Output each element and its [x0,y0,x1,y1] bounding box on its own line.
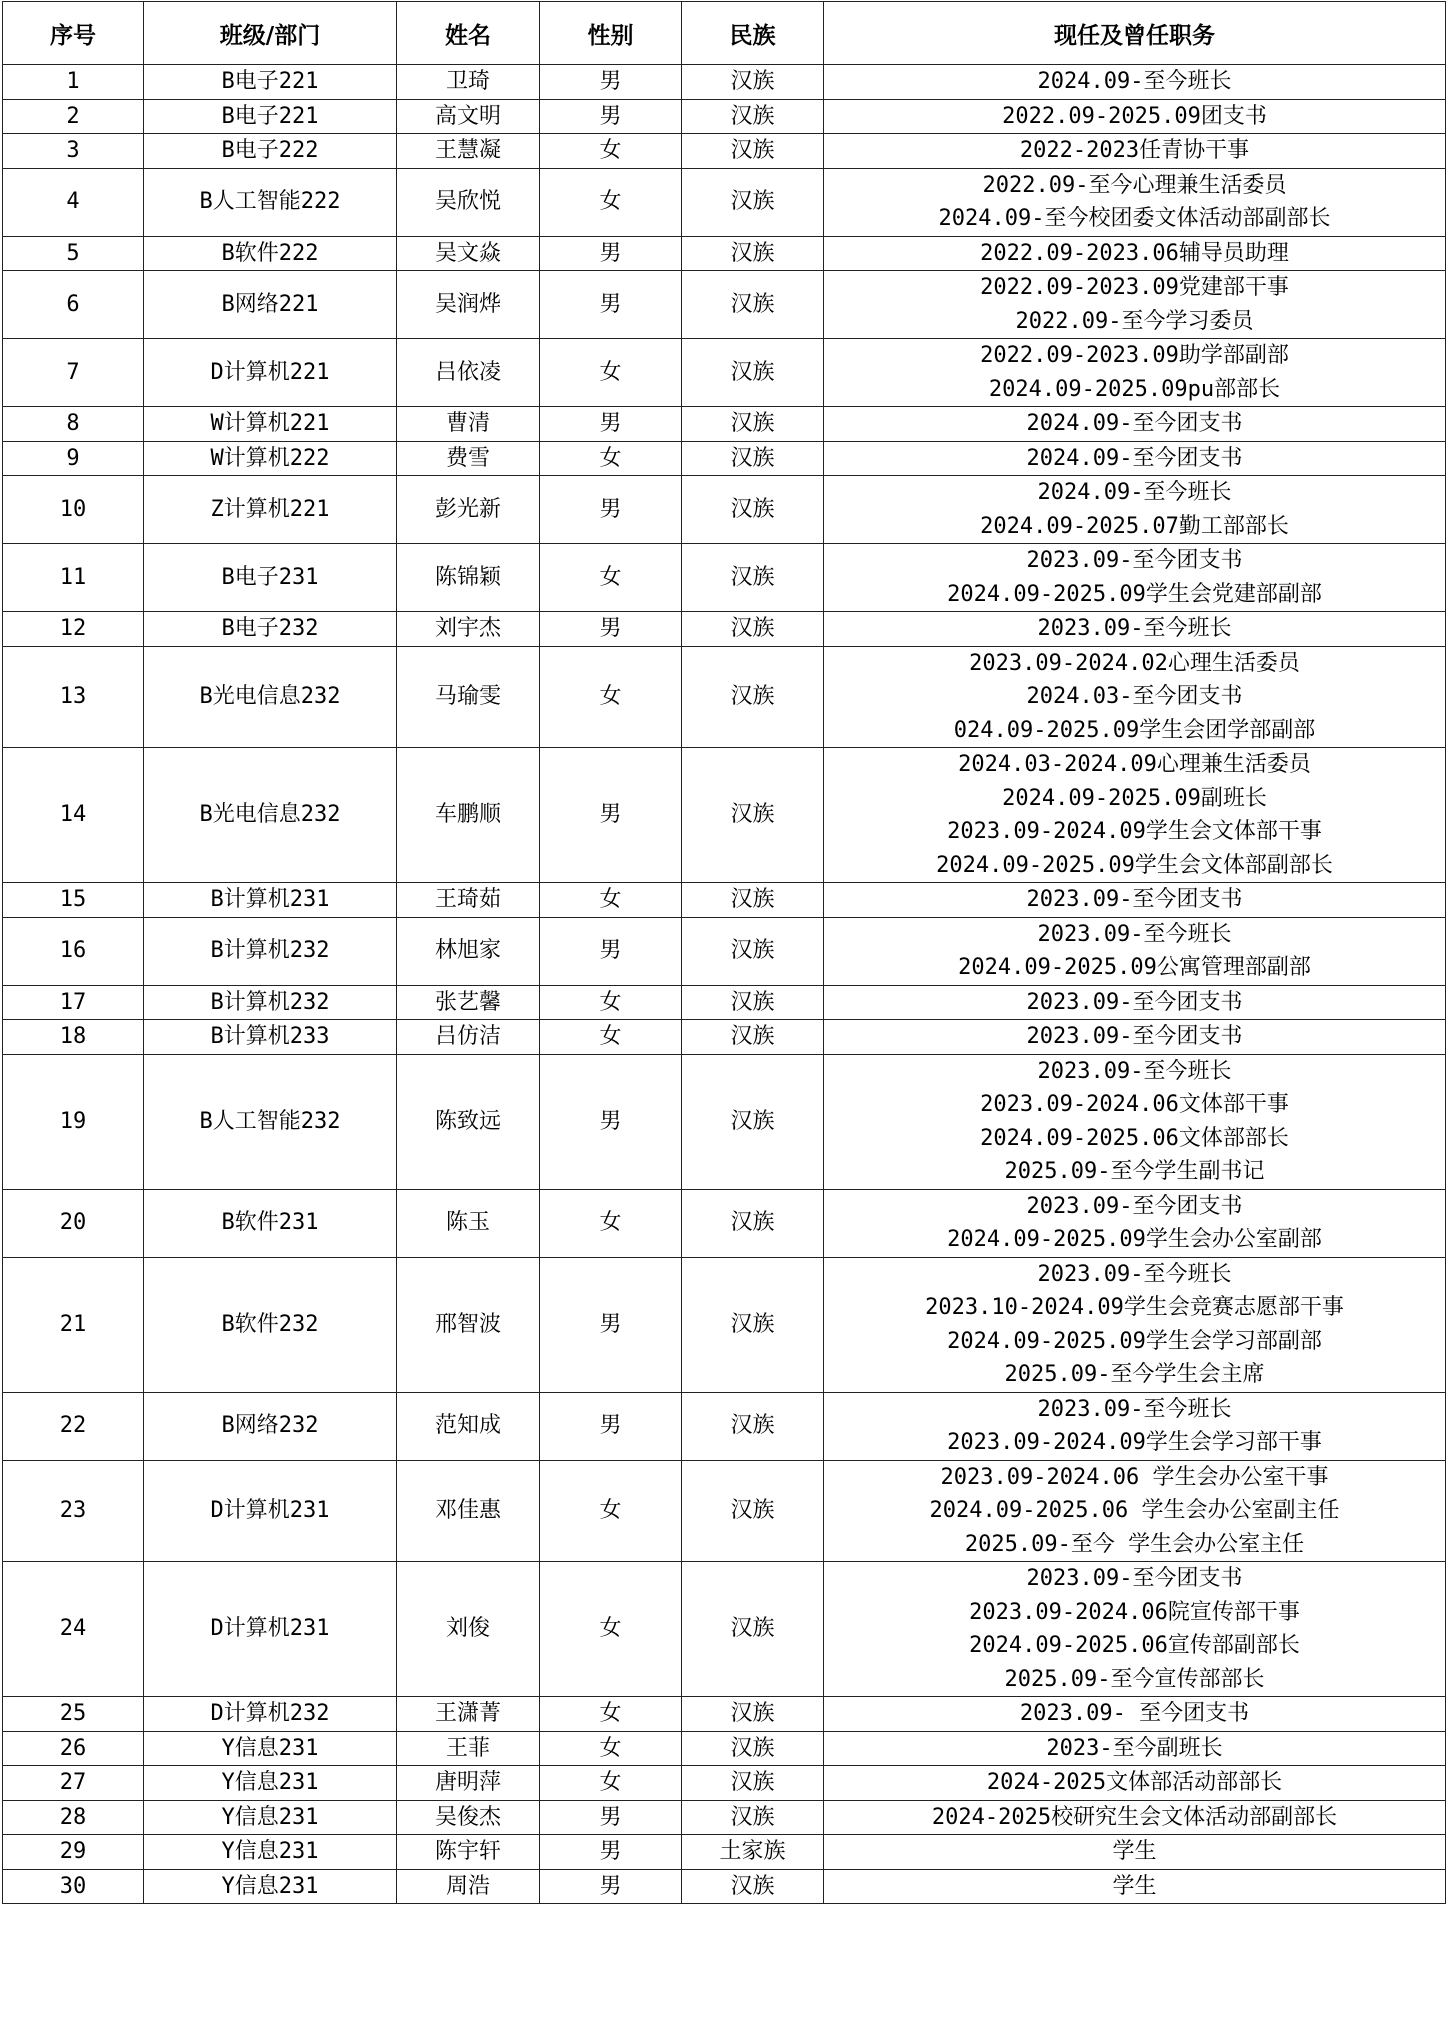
cell-number: 19 [3,1054,144,1189]
duty-line: 2024.09-2025.06文体部部长 [980,1125,1289,1151]
duty-line: 2023.09-至今团支书 [1026,548,1243,573]
roster-table [2,1,1446,1904]
table-row [3,65,1446,100]
table-row [3,748,1446,883]
cell-gender: 女 [540,168,682,236]
header-gender: 性别 [540,2,682,65]
duty-line: 2022.09-2023.06辅导员助理 [980,240,1289,266]
cell-duties [824,476,1446,544]
cell-name: 陈锦颖 [397,544,540,612]
cell-ethnicity: 汉族 [682,1869,824,1904]
cell-number: 6 [3,271,144,339]
cell-number: 14 [3,748,144,883]
cell-class: B软件231 [144,1189,397,1257]
cell-name: 车鹏顺 [397,748,540,883]
duty-line: 2025.09-至今宣传部部长 [1004,1666,1265,1692]
cell-gender: 女 [540,441,682,476]
cell-duties [824,236,1446,271]
table-row [3,236,1446,271]
cell-number: 28 [3,1800,144,1835]
table-row [3,476,1446,544]
cell-ethnicity: 汉族 [682,271,824,339]
cell-ethnicity: 汉族 [682,985,824,1020]
cell-gender: 女 [540,544,682,612]
duty-line: 2025.09-至今学生会主席 [1004,1362,1265,1387]
table-header-row [3,2,1446,65]
cell-name: 刘俊 [397,1562,540,1697]
cell-duties [824,99,1446,134]
cell-class: Z计算机221 [144,476,397,544]
cell-ethnicity: 汉族 [682,646,824,748]
cell-ethnicity: 汉族 [682,441,824,476]
cell-ethnicity: 汉族 [682,1054,824,1189]
cell-name: 王菲 [397,1731,540,1766]
cell-gender: 男 [540,748,682,883]
cell-number: 10 [3,476,144,544]
duty-line: 2024.09-2025.09学生会学习部副部 [947,1328,1322,1354]
duty-line: 2023.09-至今班长 [1037,616,1232,641]
cell-class: D计算机231 [144,1562,397,1697]
cell-name: 陈宇轩 [397,1835,540,1870]
table-row [3,985,1446,1020]
cell-number: 13 [3,646,144,748]
duty-line: 2024-2025校研究生会文体活动部副部长 [931,1804,1338,1830]
cell-duties [824,441,1446,476]
cell-ethnicity: 汉族 [682,65,824,100]
cell-gender: 男 [540,1054,682,1189]
cell-class: B电子231 [144,544,397,612]
cell-name: 高文明 [397,99,540,134]
duty-line: 2023.09-至今班长 [1037,1058,1232,1084]
duty-line: 2024.09-2025.07勤工部部长 [980,513,1289,539]
cell-number: 20 [3,1189,144,1257]
duty-line: 2024.09-2025.09公寓管理部副部 [958,955,1311,980]
cell-duties [824,1697,1446,1732]
cell-duties [824,748,1446,883]
duty-line: 2023.09-至今团支书 [1026,1193,1243,1219]
cell-duties [824,271,1446,339]
cell-name: 王慧凝 [397,134,540,169]
cell-duties [824,1189,1446,1257]
cell-ethnicity: 土家族 [682,1835,824,1870]
cell-number: 1 [3,65,144,100]
cell-number: 15 [3,883,144,918]
table-row [3,1562,1446,1697]
cell-number: 7 [3,339,144,407]
cell-ethnicity: 汉族 [682,134,824,169]
cell-gender: 男 [540,99,682,134]
cell-name: 马瑜雯 [397,646,540,748]
cell-name: 曹清 [397,407,540,442]
duty-line: 2023.09-2024.02心理生活委员 [969,650,1300,676]
table-body [3,65,1446,1904]
cell-number: 16 [3,917,144,985]
cell-gender: 男 [540,1257,682,1392]
table-row [3,1460,1446,1562]
duty-line: 2023.09-2024.06 学生会办公室干事 [940,1464,1329,1490]
duty-line: 2023.10-2024.09学生会竞赛志愿部干事 [925,1295,1344,1320]
cell-gender: 女 [540,1766,682,1801]
cell-ethnicity: 汉族 [682,1800,824,1835]
duty-line: 2022.09-2023.09党建部干事 [980,275,1289,300]
duty-line: 2024.09-2025.09学生会党建部副部 [947,581,1322,607]
table-row [3,646,1446,748]
cell-ethnicity: 汉族 [682,917,824,985]
cell-duties [824,407,1446,442]
cell-gender: 女 [540,883,682,918]
table-row [3,271,1446,339]
cell-class: Y信息231 [144,1731,397,1766]
cell-duties [824,1054,1446,1189]
cell-number: 22 [3,1392,144,1460]
cell-name: 费雪 [397,441,540,476]
cell-number: 4 [3,168,144,236]
cell-class: Y信息231 [144,1800,397,1835]
cell-gender: 男 [540,1835,682,1870]
cell-duties [824,1766,1446,1801]
cell-name: 吴润烨 [397,271,540,339]
cell-class: W计算机222 [144,441,397,476]
table-row [3,99,1446,134]
cell-number: 30 [3,1869,144,1904]
cell-gender: 男 [540,271,682,339]
header-class: 班级/部门 [144,2,397,65]
cell-name: 陈致远 [397,1054,540,1189]
cell-duties [824,134,1446,169]
cell-number: 24 [3,1562,144,1697]
header-number: 序号 [3,2,144,65]
cell-duties [824,544,1446,612]
cell-class: Y信息231 [144,1766,397,1801]
cell-class: D计算机221 [144,339,397,407]
cell-number: 18 [3,1020,144,1055]
cell-ethnicity: 汉族 [682,476,824,544]
cell-class: B计算机231 [144,883,397,918]
cell-name: 王潇菁 [397,1697,540,1732]
cell-gender: 男 [540,65,682,100]
cell-duties [824,612,1446,647]
cell-gender: 女 [540,1020,682,1055]
cell-number: 26 [3,1731,144,1766]
cell-class: B光电信息232 [144,748,397,883]
cell-gender: 女 [540,1460,682,1562]
duty-line: 学生 [1112,1839,1157,1864]
duty-line: 2024.03-至今团支书 [1026,684,1243,709]
cell-number: 21 [3,1257,144,1392]
cell-class: B光电信息232 [144,646,397,748]
table-row [3,883,1446,918]
cell-duties [824,1562,1446,1697]
cell-name: 周浩 [397,1869,540,1904]
cell-ethnicity: 汉族 [682,748,824,883]
duty-line: 2024.09-2025.09pu部部长 [988,376,1281,402]
cell-ethnicity: 汉族 [682,407,824,442]
cell-ethnicity: 汉族 [682,1562,824,1697]
cell-number: 27 [3,1766,144,1801]
cell-class: B电子221 [144,99,397,134]
cell-name: 陈玉 [397,1189,540,1257]
cell-gender: 男 [540,236,682,271]
duty-line: 2025.09-至今 学生会办公室主任 [964,1531,1305,1557]
cell-name: 林旭家 [397,917,540,985]
duty-line: 2023.09-2024.06院宣传部干事 [969,1599,1300,1625]
cell-class: B计算机233 [144,1020,397,1055]
cell-ethnicity: 汉族 [682,883,824,918]
cell-ethnicity: 汉族 [682,99,824,134]
duty-line: 2024.09-至今班长 [1037,480,1232,505]
cell-duties [824,1392,1446,1460]
cell-class: B软件232 [144,1257,397,1392]
cell-name: 邢智波 [397,1257,540,1392]
duty-line: 2023.09-2024.09学生会学习部干事 [947,1430,1322,1455]
cell-gender: 女 [540,134,682,169]
cell-ethnicity: 汉族 [682,236,824,271]
cell-class: B计算机232 [144,917,397,985]
duty-line: 2023-至今副班长 [1046,1735,1223,1761]
cell-gender: 男 [540,407,682,442]
cell-duties [824,1731,1446,1766]
cell-class: B人工智能222 [144,168,397,236]
cell-class: B人工智能232 [144,1054,397,1189]
cell-duties [824,646,1446,748]
cell-duties [824,1020,1446,1055]
table-row [3,1766,1446,1801]
cell-number: 9 [3,441,144,476]
duty-line: 2024-2025文体部活动部部长 [986,1770,1283,1795]
cell-number: 5 [3,236,144,271]
table-row [3,1054,1446,1189]
cell-duties [824,168,1446,236]
cell-name: 卫琦 [397,65,540,100]
duty-line: 2022.09-至今学习委员 [1015,308,1254,334]
cell-class: B网络221 [144,271,397,339]
duty-line: 2022.09-至今心理兼生活委员 [982,172,1287,198]
duty-line: 2023.09-2024.06文体部干事 [980,1092,1289,1117]
cell-name: 唐明萍 [397,1766,540,1801]
cell-number: 3 [3,134,144,169]
cell-number: 8 [3,407,144,442]
table-row [3,1697,1446,1732]
cell-gender: 女 [540,646,682,748]
duty-line: 2024.09-2025.09学生会文体部副部长 [936,852,1333,878]
duty-line: 2023.09-至今团支书 [1026,887,1243,912]
table-row [3,1189,1446,1257]
cell-name: 张艺馨 [397,985,540,1020]
cell-ethnicity: 汉族 [682,339,824,407]
cell-ethnicity: 汉族 [682,1257,824,1392]
cell-number: 2 [3,99,144,134]
duty-line: 2024.09-2025.09学生会办公室副部 [947,1227,1322,1252]
duty-line: 2025.09-至今学生副书记 [1004,1159,1265,1184]
cell-name: 邓佳惠 [397,1460,540,1562]
duty-line: 2022.09-2023.09助学部副部 [980,343,1289,368]
cell-gender: 女 [540,1731,682,1766]
duty-line: 2024.03-2024.09心理兼生活委员 [958,752,1311,777]
cell-class: Y信息231 [144,1869,397,1904]
table-row [3,1800,1446,1835]
table-row [3,544,1446,612]
duty-line: 2023.09- 至今团支书 [1019,1701,1250,1726]
cell-duties [824,1460,1446,1562]
cell-ethnicity: 汉族 [682,544,824,612]
cell-class: B电子222 [144,134,397,169]
cell-class: B软件222 [144,236,397,271]
header-ethnicity: 民族 [682,2,824,65]
cell-gender: 男 [540,1869,682,1904]
cell-name: 吕仿洁 [397,1020,540,1055]
table-row [3,1731,1446,1766]
cell-ethnicity: 汉族 [682,1697,824,1732]
duty-line: 2022-2023任青协干事 [1019,138,1250,163]
cell-number: 23 [3,1460,144,1562]
cell-ethnicity: 汉族 [682,1766,824,1801]
table-row [3,407,1446,442]
cell-ethnicity: 汉族 [682,1189,824,1257]
duty-line: 2024.09-至今校团委文体活动部副部长 [938,206,1331,231]
duty-line: 2023.09-至今班长 [1037,1261,1232,1287]
duty-line: 2022.09-2025.09团支书 [1002,103,1267,129]
cell-ethnicity: 汉族 [682,612,824,647]
table-row [3,168,1446,236]
table-row [3,134,1446,169]
cell-class: D计算机232 [144,1697,397,1732]
duty-line: 2024.09-至今团支书 [1026,445,1243,471]
cell-number: 12 [3,612,144,647]
cell-duties [824,65,1446,100]
cell-name: 范知成 [397,1392,540,1460]
cell-gender: 女 [540,1189,682,1257]
cell-gender: 男 [540,1392,682,1460]
cell-gender: 男 [540,917,682,985]
cell-duties [824,1800,1446,1835]
cell-ethnicity: 汉族 [682,1731,824,1766]
cell-name: 刘宇杰 [397,612,540,647]
table-row [3,441,1446,476]
cell-class: B网络232 [144,1392,397,1460]
duty-line: 2023.09-至今班长 [1037,921,1232,947]
cell-number: 11 [3,544,144,612]
cell-gender: 男 [540,1800,682,1835]
cell-name: 吕依凌 [397,339,540,407]
cell-name: 吴欣悦 [397,168,540,236]
duty-line: 2023.09-至今团支书 [1026,1566,1243,1591]
cell-duties [824,1835,1446,1870]
cell-duties [824,917,1446,985]
duty-line: 2023.09-至今团支书 [1026,989,1243,1015]
duty-line: 2023.09-至今班长 [1037,1396,1232,1422]
table-row [3,1392,1446,1460]
cell-name: 王琦茹 [397,883,540,918]
table-row [3,1257,1446,1392]
duty-line: 2024.09-至今团支书 [1026,411,1243,436]
duty-line: 学生 [1112,1873,1157,1899]
cell-duties [824,1869,1446,1904]
duty-line: 2023.09-2024.09学生会文体部干事 [947,819,1322,844]
cell-ethnicity: 汉族 [682,168,824,236]
cell-duties [824,339,1446,407]
duty-line: 2023.09-至今团支书 [1026,1024,1243,1049]
cell-name: 吴文焱 [397,236,540,271]
cell-gender: 女 [540,985,682,1020]
cell-gender: 女 [540,339,682,407]
table-row [3,339,1446,407]
cell-ethnicity: 汉族 [682,1020,824,1055]
duty-line: 024.09-2025.09学生会团学部副部 [953,717,1316,743]
cell-ethnicity: 汉族 [682,1392,824,1460]
duty-line: 2024.09-2025.06 学生会办公室副主任 [929,1498,1340,1523]
cell-duties [824,1257,1446,1392]
header-name: 姓名 [397,2,540,65]
cell-class: B电子232 [144,612,397,647]
cell-class: B电子221 [144,65,397,100]
cell-ethnicity: 汉族 [682,1460,824,1562]
cell-duties [824,883,1446,918]
cell-gender: 女 [540,1562,682,1697]
table-row [3,917,1446,985]
cell-number: 25 [3,1697,144,1732]
cell-class: D计算机231 [144,1460,397,1562]
cell-class: Y信息231 [144,1835,397,1870]
cell-class: W计算机221 [144,407,397,442]
header-duties: 现任及曾任职务 [824,2,1446,65]
cell-gender: 女 [540,1697,682,1732]
table-row [3,612,1446,647]
duty-line: 2024.09-至今班长 [1037,69,1232,94]
cell-number: 17 [3,985,144,1020]
cell-gender: 男 [540,476,682,544]
cell-duties [824,985,1446,1020]
table-row [3,1869,1446,1904]
table-row [3,1020,1446,1055]
duty-line: 2024.09-2025.09副班长 [1002,785,1267,811]
cell-name: 彭光新 [397,476,540,544]
cell-class: B计算机232 [144,985,397,1020]
cell-gender: 男 [540,612,682,647]
cell-number: 29 [3,1835,144,1870]
cell-name: 吴俊杰 [397,1800,540,1835]
table-row [3,1835,1446,1870]
duty-line: 2024.09-2025.06宣传部副部长 [969,1633,1300,1658]
